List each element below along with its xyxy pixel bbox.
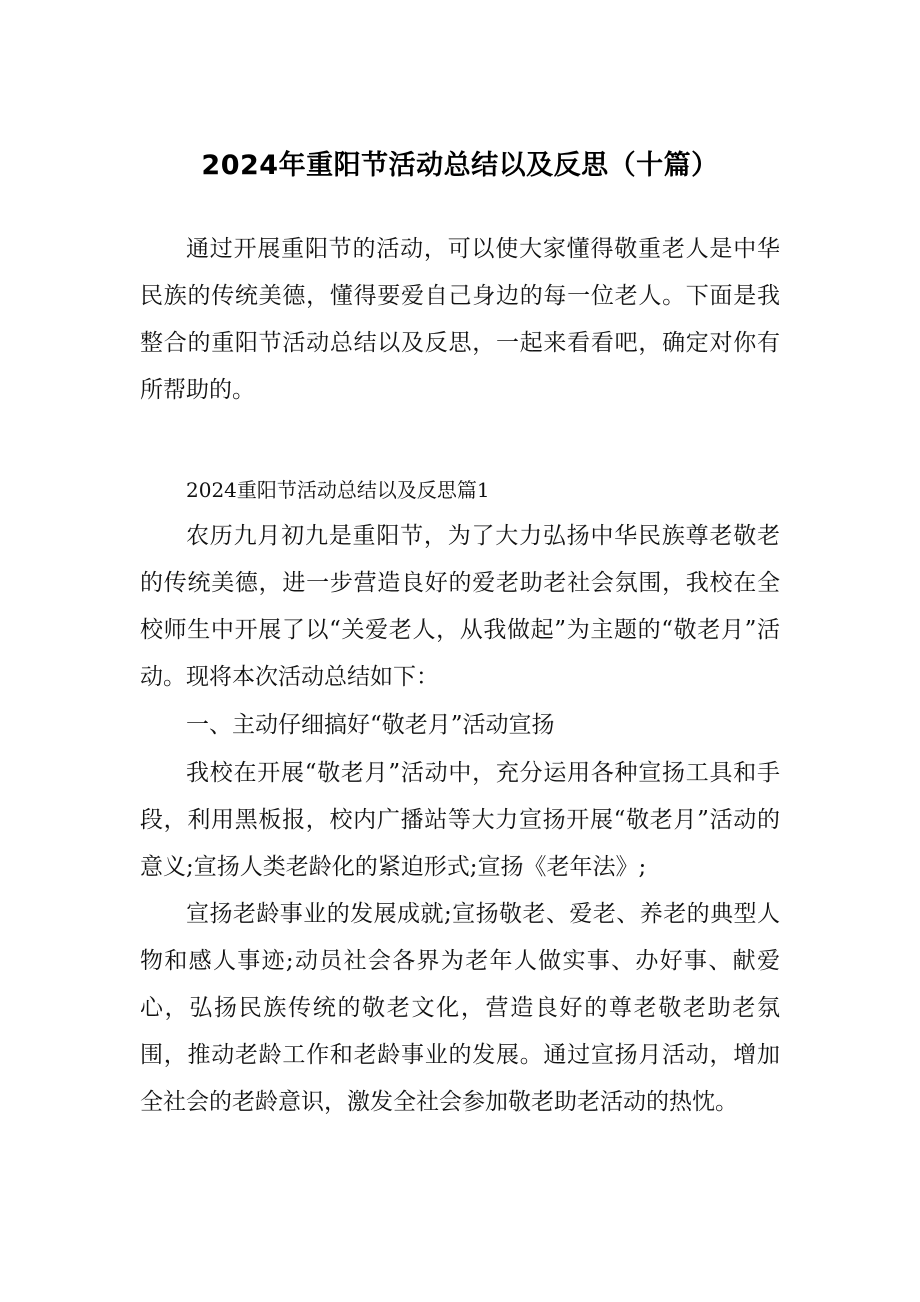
document-title: 2024年重阳节活动总结以及反思（十篇）: [201, 150, 719, 181]
body-paragraph-2: 我校在开展“敬老月”活动中，充分运用各种宣扬工具和手段，利用黑板报，校内广播站等大力宣扬开展“敬老月”活动的意义;宣扬人类老龄化的紧迫形式;宣扬《老年法》;: [140, 760, 780, 880]
intro-paragraph: 通过开展重阳节的活动，可以使大家懂得敬重老人是中华民族的传统美德，懂得要爱自己身边的每一位老人。下面是我整合的重阳节活动总结以及反思，一起来看看吧，确定对你有所帮助的。: [140, 236, 780, 403]
body-paragraph-3: 宣扬老龄事业的发展成就;宣扬敬老、爱老、养老的典型人物和感人事迹;动员社会各界为老年人做实事、办好事、献爱心，弘扬民族传统的敬老文化，营造良好的尊老敬老助老氛围，推动老龄工作和老龄事业的发展。通过宣扬月活动，增加全社会的老龄意识，激发全社会参加敬老助老活动的热忱。: [140, 901, 780, 1115]
body-paragraph-1: 农历九月初九是重阳节，为了大力弘扬中华民族尊老敬老的传统美德，进一步营造良好的爱老助老社会氛围，我校在全校师生中开展了以“关爱老人，从我做起”为主题的“敬老月”活动。现将本次活动总结如下：: [140, 523, 780, 690]
subsection-heading: 一、主动仔细搞好“敬老月”活动宣扬: [186, 712, 555, 738]
section-heading: 2024重阳节活动总结以及反思篇1: [186, 478, 490, 502]
